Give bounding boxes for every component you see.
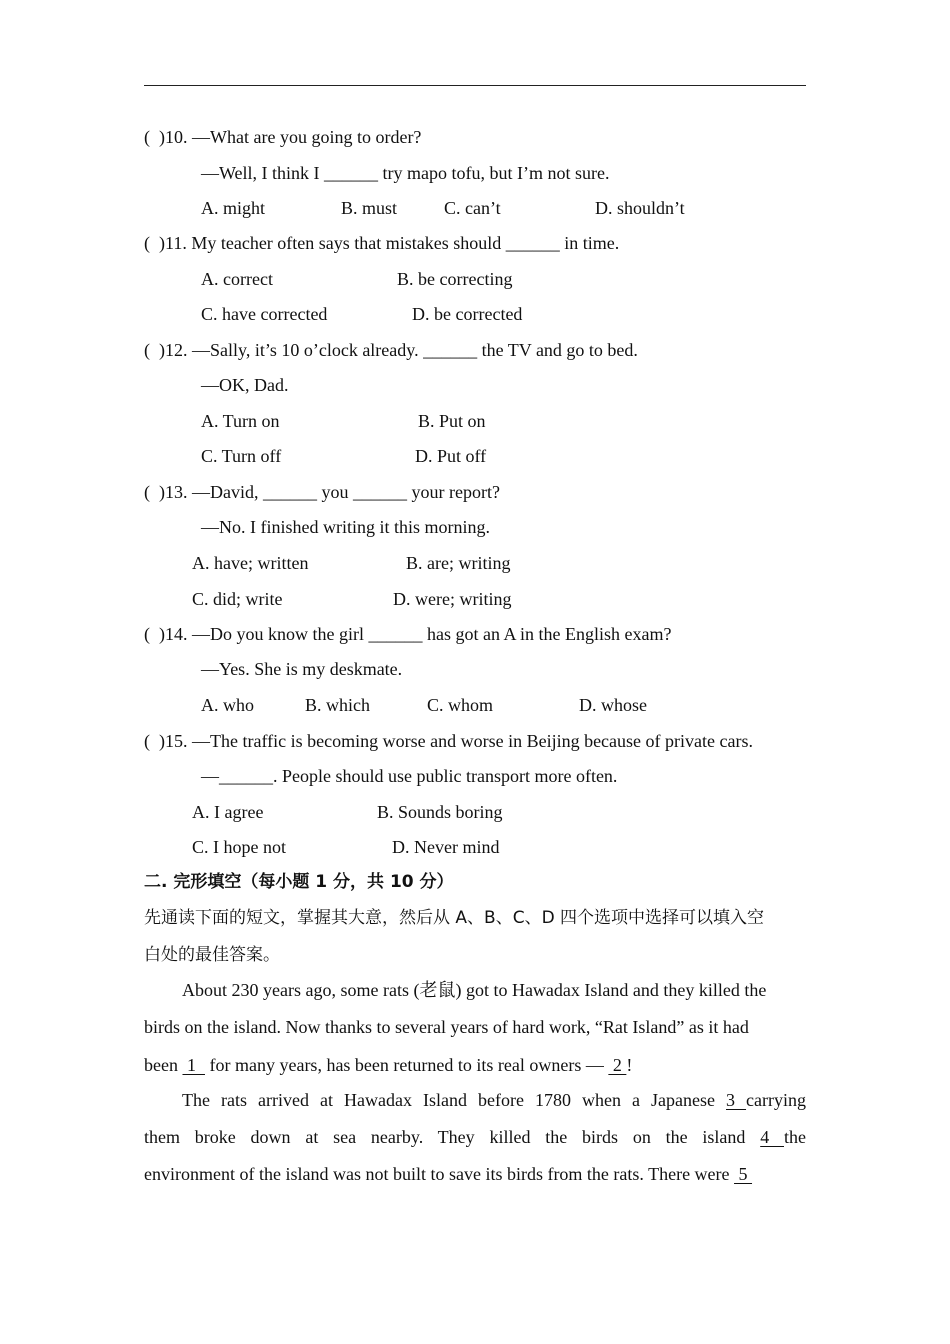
blank-1: 1 [182,1055,205,1075]
question-12-reply: —OK, Dad. [201,375,289,395]
section-2-instruction: 先通读下面的短文，掌握其大意，然后从 A、B、C、D 四个选项中选择可以填入空 [144,908,765,928]
question-14-stem: ( )14. —Do you know the girl ______ has got an A in the English exam? [144,624,672,644]
q11-option-a: A. correct [201,269,273,289]
q12-option-a: A. Turn on [201,411,280,431]
q15-option-a: A. I agree [192,802,264,822]
q12-option-d: D. Put off [415,446,487,466]
blank-3: 3 [726,1090,747,1110]
question-15-stem: ( )15. —The traffic is becoming worse and worse in Beijing because of private cars. [144,731,753,751]
blank-2: 2 [608,1055,627,1075]
q14-option-b: B. which [305,695,370,715]
q15-option-c: C. I hope not [192,837,286,857]
q15-option-d: D. Never mind [392,837,500,857]
question-13-stem: ( )13. —David, ______ you ______ your report? [144,482,500,502]
q11-option-d: D. be corrected [412,304,523,324]
q12-option-c: C. Turn off [201,446,282,466]
header-rule [144,85,806,86]
q14-option-a: A. who [201,695,254,715]
q14-option-d: D. whose [579,695,647,715]
q10-option-b: B. must [341,198,398,218]
question-10-stem: ( )10. —What are you going to order? [144,127,422,147]
q12-option-b: B. Put on [418,411,486,431]
q13-option-a: A. have; written [192,553,309,573]
passage-line-3: been 1 for many years, has been returned to its real owners — 2 ! [144,1055,633,1075]
q10-option-d: D. shouldn’t [595,198,685,218]
passage-line-4: The rats arrived at Hawadax Island before 1780 when a Japanese 3 carrying [182,1090,806,1110]
q13-option-d: D. were; writing [393,589,512,609]
q10-option-a: A. might [201,198,266,218]
q11-option-b: B. be correcting [397,269,513,289]
section-2-instruction-cont: 白处的最佳答案。 [144,945,280,965]
passage-line-6: environment of the island was not built to save its birds from the rats. There were 5 [144,1164,753,1184]
blank-5: 5 [734,1164,753,1184]
passage-line-2: birds on the island. Now thanks to several years of hard work, “Rat Island” as it had [144,1017,749,1037]
question-11-stem: ( )11. My teacher often says that mistakes should ______ in time. [144,233,620,253]
question-10-reply: —Well, I think I ______ try mapo tofu, but I’m not sure. [201,163,610,183]
question-15-reply: —______. People should use public transport more often. [201,766,618,786]
question-13-reply: —No. I finished writing it this morning. [201,517,490,537]
question-12-stem: ( )12. —Sally, it’s 10 o’clock already. ______ the TV and go to bed. [144,340,638,360]
q15-option-b: B. Sounds boring [377,802,503,822]
q11-option-c: C. have corrected [201,304,328,324]
q14-option-c: C. whom [427,695,494,715]
passage-line-5: them broke down at sea nearby. They killed the birds on the island 4 the [144,1127,806,1147]
blank-4: 4 [760,1127,784,1147]
question-14-reply: —Yes. She is my deskmate. [201,659,403,679]
q13-option-c: C. did; write [192,589,283,609]
passage-line-1: About 230 years ago, some rats (老鼠) got to Hawadax Island and they killed the [182,980,767,1000]
q10-option-c: C. can’t [444,198,501,218]
section-2-title: 二. 完形填空（每小题 1 分，共 10 分） [144,872,454,892]
q13-option-b: B. are; writing [406,553,511,573]
